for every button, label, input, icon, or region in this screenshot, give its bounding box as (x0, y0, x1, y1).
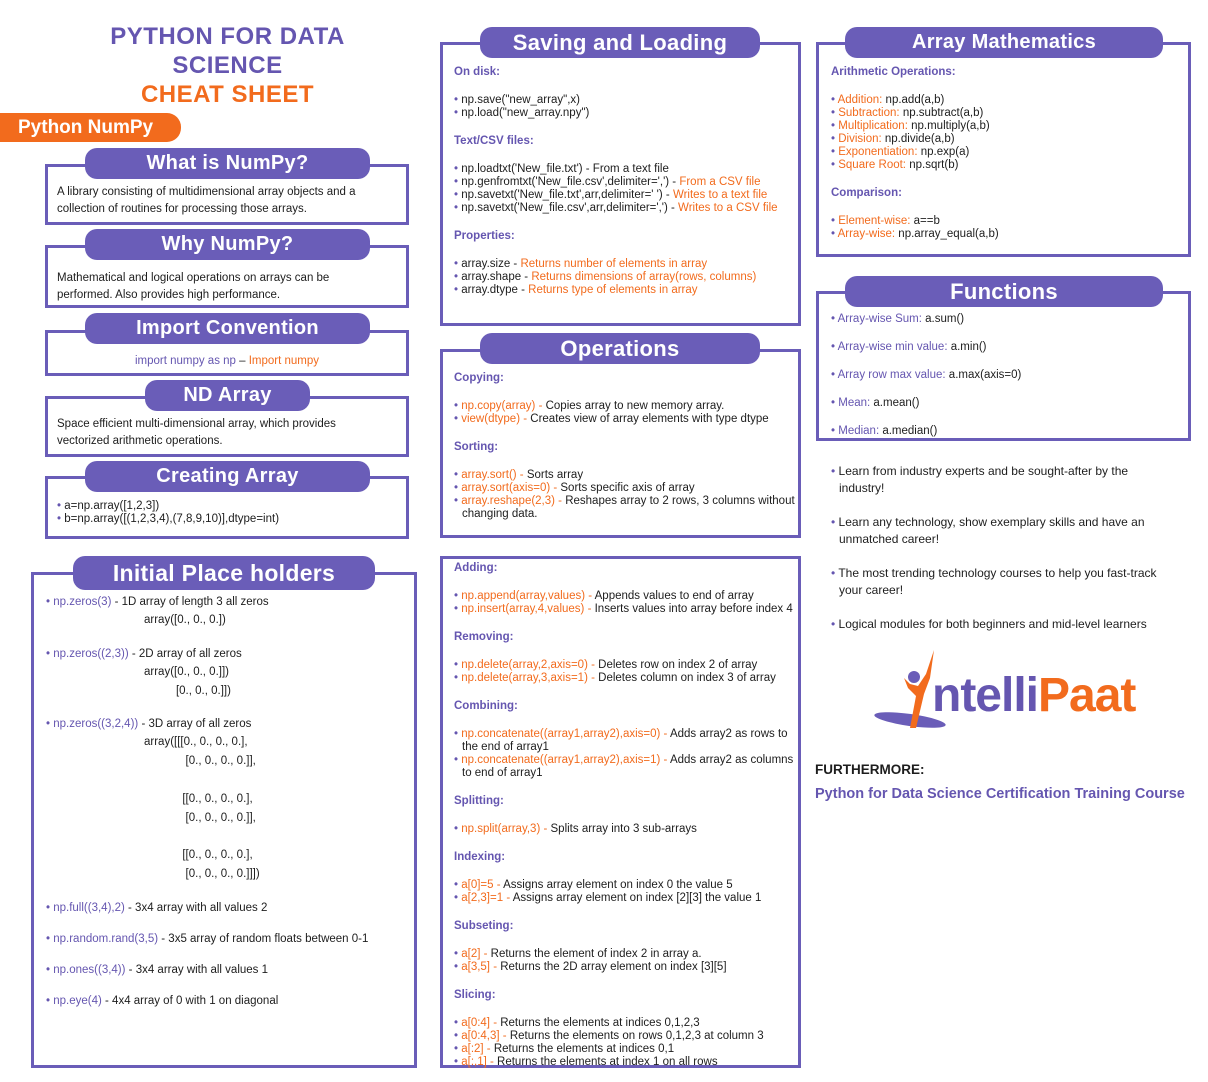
list-item (454, 413, 796, 426)
subheading: Removing: (454, 631, 514, 643)
segment-text: Mean: (838, 397, 874, 409)
logo-part-1: ntelli (932, 669, 1039, 722)
segment-text: Adds array2 as columns to end of array1 (462, 754, 794, 779)
list-item (454, 469, 796, 482)
promo-list (831, 463, 1171, 650)
placeholders-list (46, 596, 406, 1026)
subheading: Subseting: (454, 920, 514, 932)
segment-text: a.median() (882, 425, 938, 437)
logo-part-2: Paat (1038, 669, 1136, 722)
segment-text: a[2,3]=1 - (461, 892, 513, 904)
segment-text: view(dtype) - (461, 413, 531, 425)
list-item (831, 228, 1186, 241)
creating-array-heading: Creating Array (85, 461, 370, 492)
list-item (454, 107, 796, 120)
function-item (831, 369, 1186, 382)
segment-text: a.sum() (925, 313, 965, 325)
list-item (454, 754, 796, 780)
segment-text: np.exp(a) (920, 146, 970, 158)
segment-text: Deletes row on index 2 of array (598, 659, 758, 671)
function-item (831, 425, 1186, 438)
segment-text: np.genfromtxt('New_file.csv',delimiter=',') - (461, 176, 680, 188)
segment-text: np.zeros((3,2,4)) (53, 718, 139, 731)
segment-text: a[0:4,3] - (461, 1030, 510, 1042)
content-block (454, 64, 796, 120)
segment-text: Multiplication: (838, 120, 912, 132)
list-item (831, 107, 1186, 120)
content-block (454, 133, 796, 215)
content-block (454, 560, 796, 616)
segment-text: Splits array into 3 sub-arrays (550, 823, 697, 835)
operations-continued-content (454, 560, 796, 1082)
title-line-2: SCIENCE (172, 52, 283, 79)
cheat-sheet-title (60, 22, 395, 109)
segment-text: array.reshape(2,3) - (461, 495, 566, 507)
nd-array-heading: ND Array (145, 380, 310, 411)
segment-text: np.savetxt('New_file.csv',arr,delimiter=',') - (461, 202, 679, 214)
segment-text: Assigns array element on index [2][3] the value 1 (512, 892, 762, 904)
import-separator: – (235, 355, 249, 367)
segment-text: Array-wise Sum: (837, 313, 926, 325)
segment-text: np.array_equal(a,b) (898, 228, 999, 240)
python-numpy-badge: Python NumPy (0, 113, 181, 142)
list-item (454, 1030, 796, 1043)
functions-heading: Functions (845, 276, 1163, 307)
segment-text: Square Root: (838, 159, 910, 171)
segment-text: array.shape - (461, 271, 532, 283)
list-item (454, 961, 796, 974)
segment-text: Returns number of elements in array (520, 258, 708, 270)
what-is-numpy-heading: What is NumPy? (85, 148, 370, 179)
list-item (454, 163, 796, 176)
list-item (46, 648, 406, 661)
segment-text: Exponentiation: (838, 146, 921, 158)
list-item (454, 495, 796, 521)
segment-text: Sorts array (526, 469, 584, 481)
placeholder-item (46, 596, 406, 630)
segment-text: Median: (838, 425, 883, 437)
segment-text: np.concatenate((array1,array2),axis=1) - (461, 754, 670, 766)
list-item (831, 120, 1186, 133)
segment-text: np.zeros((2,3)) (53, 647, 129, 660)
list-item: • a=np.array([1,2,3]) (57, 500, 402, 513)
segment-text: np.random.rand(3,5) (53, 932, 159, 945)
segment-text: Array-wise: (837, 228, 899, 240)
array-math-heading: Array Mathematics (845, 27, 1163, 58)
content-block (454, 370, 796, 426)
segment-text: Element-wise: (838, 215, 914, 227)
segment-text: - 3x5 array of random floats between 0-1 (158, 932, 369, 945)
subheading: Copying: (454, 372, 504, 384)
content-block (454, 439, 796, 521)
segment-text: np.loadtxt('New_file.txt') - From a text file (461, 163, 669, 175)
array-output: array([0., 0., 0.]) (144, 614, 226, 626)
segment-text: Writes to a CSV file (678, 202, 778, 214)
segment-text: Returns the elements at indices 0,1,2,3 (500, 1017, 700, 1029)
segment-text: Returns the elements at index 1 on all rows (497, 1056, 718, 1068)
array-math-content (831, 64, 1186, 254)
what-is-numpy-text: A library consisting of multidimensional array objects and a collection of routines for processing those arrays. (57, 186, 356, 215)
why-numpy-heading: Why NumPy? (85, 229, 370, 260)
title-line-3: CHEAT SHEET (140, 81, 315, 108)
list-item (454, 728, 796, 754)
segment-text: - 3x4 array with all values 1 (125, 963, 269, 976)
creating-array-list (57, 500, 402, 526)
operations-heading: Operations (480, 333, 760, 364)
segment-text: Division: (838, 133, 885, 145)
content-block (454, 987, 796, 1069)
course-link[interactable]: Python for Data Science Certification Training Course (815, 786, 1185, 802)
segment-text: np.append(array,values) - (461, 590, 595, 602)
list-item (454, 176, 796, 189)
segment-text: Appends values to end of array (594, 590, 754, 602)
segment-text: np.zeros(3) (53, 596, 112, 608)
segment-text: np.delete(array,3,axis=1) - (461, 672, 599, 684)
saving-loading-heading: Saving and Loading (480, 27, 760, 58)
segment-text: np.divide(a,b) (884, 133, 955, 145)
subheading: Indexing: (454, 851, 506, 863)
segment-text: np.save("new_array",x) (461, 94, 580, 106)
segment-text: np.copy(array) - (461, 400, 546, 412)
segment-text: a[3,5] - (461, 961, 501, 973)
list-item (454, 603, 796, 616)
segment-text: Returns the elements on rows 0,1,2,3 at column 3 (509, 1030, 764, 1042)
content-block (454, 793, 796, 836)
promo-item: • Logical modules for both beginners and mid-level learners (831, 616, 1171, 633)
list-item (454, 482, 796, 495)
placeholders-heading: Initial Place holders (73, 556, 375, 590)
subheading: Text/CSV files: (454, 135, 534, 147)
subheading: Adding: (454, 562, 498, 574)
segment-text: np.insert(array,4,values) - (461, 603, 595, 615)
list-item (454, 400, 796, 413)
segment-text: Adds array2 as rows to the end of array1 (462, 728, 788, 753)
segment-text: np.ones((3,4)) (53, 963, 126, 976)
list-item (831, 133, 1186, 146)
array-output: array([[[0., 0., 0., 0.], [0., 0., 0., 0.]], [[0., 0., 0., 0.], [0., 0., 0., 0.]], [[0., 0., 0., 0.], [0., 0., 0., 0.]]]) (144, 736, 260, 880)
content-block (831, 64, 1186, 172)
promo-item: • The most trending technology courses to help you fast-track your career! (831, 565, 1171, 599)
segment-text: a.min() (950, 341, 987, 353)
operations-content (454, 370, 796, 534)
segment-text: Addition: (837, 94, 886, 106)
segment-text: - 3x4 array with all values 2 (124, 901, 268, 914)
segment-text: a[2] - (461, 948, 491, 960)
content-block (454, 629, 796, 685)
segment-text: Sorts specific axis of array (560, 482, 695, 494)
segment-text: Deletes column on index 3 of array (598, 672, 776, 684)
placeholder-item (46, 648, 406, 701)
segment-text: Array-wise min value: (837, 341, 951, 353)
segment-text: np.eye(4) (53, 994, 102, 1007)
segment-text: a.max(axis=0) (948, 369, 1022, 381)
why-numpy-text: Mathematical and logical operations on arrays can be performed. Also provides high performance. (57, 272, 330, 301)
list-item (454, 892, 796, 905)
function-item (831, 397, 1186, 410)
segment-text: array.size - (461, 258, 521, 270)
intellipaat-logo (872, 648, 1142, 738)
import-code: import numpy as np (134, 355, 236, 367)
content-block (454, 918, 796, 974)
segment-text: np.savetxt('New_file.txt',arr,delimiter=' ') - (461, 189, 673, 201)
list-item (46, 964, 406, 977)
list-item (46, 596, 406, 609)
segment-text: Writes to a text file (672, 189, 768, 201)
subheading: Combining: (454, 700, 518, 712)
array-output: array([0., 0., 0.]]) [0., 0., 0.]]) (144, 665, 231, 697)
functions-list (831, 313, 1186, 453)
subheading: Arithmetic Operations: (831, 66, 956, 78)
segment-text: Returns the element of index 2 in array a. (490, 948, 702, 960)
subheading: Slicing: (454, 989, 496, 1001)
import-convention-heading: Import Convention (85, 313, 370, 344)
placeholder-item (46, 933, 406, 946)
list-item (454, 258, 796, 271)
promo-item: • Learn from industry experts and be sought-after by the industry! (831, 463, 1171, 497)
segment-text: np.full((3,4),2) (53, 901, 125, 914)
content-block (831, 185, 1186, 241)
list-item (454, 672, 796, 685)
list-item (831, 146, 1186, 159)
list-item (454, 1043, 796, 1056)
segment-text: np.multiply(a,b) (911, 120, 990, 132)
content-block (454, 228, 796, 297)
segment-text: array.sort() - (461, 469, 527, 481)
nd-array-text: Space efficient multi-dimensional array, which provides vectorized arithmetic operations. (57, 418, 336, 447)
list-item (454, 1056, 796, 1069)
list-item (46, 995, 406, 1008)
segment-text: Reshapes array to 2 rows, 3 columns without changing data. (462, 495, 795, 520)
list-item (831, 215, 1186, 228)
placeholder-item (46, 718, 406, 883)
placeholder-item (46, 995, 406, 1008)
segment-text: np.concatenate((array1,array2),axis=0) - (461, 728, 670, 740)
segment-text: Assigns array element on index 0 the value 5 (503, 879, 733, 891)
segment-text: - 2D array of all zeros (128, 647, 242, 660)
segment-text: Subtraction: (838, 107, 903, 119)
segment-text: array.dtype - (461, 284, 529, 296)
segment-text: Returns type of elements in array (528, 284, 698, 296)
subheading: On disk: (454, 66, 501, 78)
function-item (831, 313, 1186, 326)
subheading: Splitting: (454, 795, 504, 807)
list-item (454, 94, 796, 107)
list-item (831, 94, 1186, 107)
segment-text: a[0]=5 - (461, 879, 504, 891)
segment-text: - 1D array of length 3 all zeros (111, 596, 269, 608)
list-item (454, 823, 796, 836)
segment-text: Copies array to new memory array. (545, 400, 725, 412)
list-item (831, 159, 1186, 172)
list-item (454, 202, 796, 215)
segment-text: array.sort(axis=0) - (461, 482, 561, 494)
list-item (454, 590, 796, 603)
list-item (46, 902, 406, 915)
list-item (46, 933, 406, 946)
title-line-1: PYTHON FOR DATA (110, 23, 345, 50)
segment-text: - 3D array of all zeros (138, 718, 252, 731)
segment-text: np.load("new_array.npy") (461, 107, 590, 119)
list-item: • b=np.array([(1,2,3,4),(7,8,9,10)],dtype=int) (57, 513, 402, 526)
segment-text: np.delete(array,2,axis=0) - (461, 659, 599, 671)
import-convention-line (45, 353, 409, 370)
list-item (46, 718, 406, 731)
segment-text: a[0:4] - (461, 1017, 501, 1029)
segment-text: Returns the elements at indices 0,1 (493, 1043, 675, 1055)
subheading: Sorting: (454, 441, 499, 453)
subheading: Properties: (454, 230, 515, 242)
import-desc: Import numpy (248, 355, 320, 367)
list-item (454, 284, 796, 297)
segment-text: np.add(a,b) (885, 94, 945, 106)
segment-text: np.subtract(a,b) (902, 107, 984, 119)
logo-wordmark (932, 668, 1135, 724)
list-item (454, 948, 796, 961)
content-block (454, 698, 796, 780)
promo-item: • Learn any technology, show exemplary skills and have an unmatched career! (831, 514, 1171, 548)
function-item (831, 341, 1186, 354)
segment-text: Returns dimensions of array(rows, columns) (531, 271, 757, 283)
segment-text: Returns the 2D array element on index [3][5] (500, 961, 727, 973)
segment-text: a[:,1] - (461, 1056, 498, 1068)
saving-loading-content (454, 64, 796, 310)
segment-text: - 4x4 array of 0 with 1 on diagonal (101, 994, 279, 1007)
furthermore-label: FURTHERMORE: (815, 762, 925, 777)
list-item (454, 659, 796, 672)
segment-text: From a CSV file (679, 176, 761, 188)
subheading: Comparison: (831, 187, 902, 199)
placeholder-item (46, 902, 406, 915)
list-item (454, 1017, 796, 1030)
segment-text: np.sqrt(b) (909, 159, 959, 171)
segment-text: np.split(array,3) - (461, 823, 551, 835)
segment-text: a.mean() (873, 397, 920, 409)
list-item (454, 271, 796, 284)
segment-text: a[:2] - (461, 1043, 494, 1055)
segment-text: Creates view of array elements with type dtype (530, 413, 769, 425)
segment-text: a==b (913, 215, 940, 227)
list-item (454, 189, 796, 202)
content-block (454, 849, 796, 905)
placeholder-item (46, 964, 406, 977)
segment-text: Array row max value: (837, 369, 949, 381)
segment-text: Inserts values into array before index 4 (594, 603, 793, 615)
list-item (454, 879, 796, 892)
